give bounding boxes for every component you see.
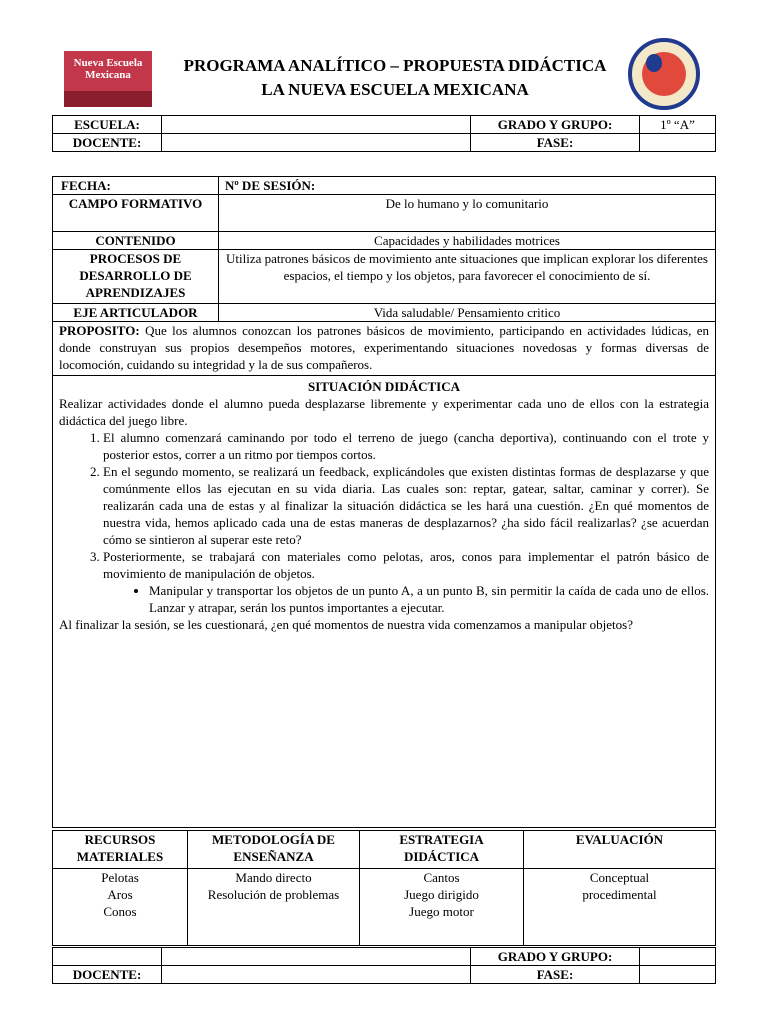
situacion-steps — [59, 429, 709, 582]
situacion-step-3: 3. Posteriormente, se trabajará con materiales como pelotas, aros, conos para implementar el patrón básico de movimiento de manipulación de objetos. — [103, 548, 709, 582]
estrategia-item: Cantos — [423, 870, 460, 885]
plan-table — [52, 176, 716, 828]
resources-table — [52, 830, 716, 946]
footer-fase-label: FASE: — [471, 966, 640, 984]
evaluacion-item: Conceptual — [589, 870, 650, 885]
docente-label: DOCENTE: — [53, 134, 162, 152]
footer-empty-cell — [162, 948, 471, 966]
proposito-cell — [53, 322, 716, 376]
evaluacion-item: procedimental — [582, 887, 657, 902]
situacion-closing: Al finalizar la sesión, se les cuestionará, ¿en qué momentos de nuestra vida comenzamos a manipular objetos? — [59, 617, 633, 632]
procesos-value: Utiliza patrones básicos de movimiento ante situaciones que implican explorar los diferentes espacios, el tiempo y los objetos, para favorecer el conocimiento de sí. — [219, 250, 716, 304]
metodologia-item: Mando directo — [235, 870, 312, 885]
estrategia-cell — [360, 869, 524, 946]
nueva-escuela-mexicana-logo — [64, 51, 152, 107]
page-title-line1: PROGRAMA ANALÍTICO – PROPUESTA DIDÁCTICA — [183, 56, 607, 75]
material-item: Aros — [107, 887, 133, 902]
info-table — [52, 115, 716, 152]
situacion-didactica-cell — [53, 376, 716, 828]
footer-table — [52, 947, 716, 984]
footer-empty-cell — [53, 948, 162, 966]
fase-label: FASE: — [471, 134, 640, 152]
situacion-bullets — [59, 582, 709, 616]
estrategia-item: Juego motor — [409, 904, 474, 919]
escuela-field[interactable] — [162, 116, 471, 134]
footer-grado-field[interactable] — [640, 948, 716, 966]
material-item: Conos — [103, 904, 137, 919]
footer-grado-label: GRADO Y GRUPO: — [471, 948, 640, 966]
page-title-line2: LA NUEVA ESCUELA MEXICANA — [261, 80, 529, 99]
situacion-step-1: 1. El alumno comenzará caminando por todo el terreno de juego (cancha deportiva), continuando con el trote y posterior estos, correr a un ritmo por tiempos cortos. — [103, 429, 709, 463]
eje-value: Vida saludable/ Pensamiento critico — [219, 304, 716, 322]
campo-value: De lo humano y lo comunitario — [219, 195, 716, 232]
escuela-label: ESCUELA: — [53, 116, 162, 134]
situacion-bullet: • Manipular y transportar los objetos de un punto A, a un punto B, sin permitir la caída de cada uno de ellos. Lanzar y atrapar, serán los puntos importantes a ejecutar. — [149, 582, 709, 616]
proposito-label: PROPOSITO: — [59, 323, 140, 338]
recursos-header: RECURSOS MATERIALES — [53, 831, 188, 869]
situacion-title: SITUACIÓN DIDÁCTICA — [307, 379, 461, 394]
estrategia-header: ESTRATEGIA DIDÁCTICA — [360, 831, 524, 869]
materiales-cell — [53, 869, 188, 946]
contenido-value: Capacidades y habilidades motrices — [219, 232, 716, 250]
material-item: Pelotas — [101, 870, 139, 885]
situacion-step-2: 2. En el segundo momento, se realizará un feedback, explicándoles que existen distintas formas de desplazarse y que comúnmente ellos las ejecutan en su vida diaria. Las cuales son: reptar, gatear, saltar, caminar y correr). Se realizarán cada una de estas y al finalizar la situación didáctica se les hará una cuestión. ¿En qué momentos de nuestra vida, hemos aplicado cada una de estas maneras de desplazarnos? ¿ha sido fácil realizarlas? ¿se acuerdan cómo se sintieron al superar este reto? — [103, 463, 709, 548]
proposito-text: Que los alumnos conozcan los patrones básicos de movimiento, participando en actividades lúdicas, en donde construyan sus propios desempeños motores, experimentando situaciones novedosas y formas diversas de locomoción, cuidando su integridad y la de sus compañeros. — [59, 323, 709, 372]
metodologia-cell — [188, 869, 360, 946]
sesion-label: Nº DE SESIÓN: — [219, 177, 716, 195]
metodologia-item: Resolución de problemas — [207, 887, 340, 902]
fecha-label: FECHA: — [53, 177, 219, 195]
metodologia-header: METODOLOGÍA DE ENSEÑANZA — [188, 831, 360, 869]
contenido-label: CONTENIDO — [53, 232, 219, 250]
footer-fase-field[interactable] — [640, 966, 716, 984]
docente-field[interactable] — [162, 134, 471, 152]
seal-figure — [646, 54, 662, 72]
evaluacion-header: EVALUACIÓN — [524, 831, 716, 869]
campo-label: CAMPO FORMATIVO — [53, 195, 219, 232]
logo-left-stripe — [64, 91, 152, 107]
logo-left-line2: Mexicana — [85, 69, 131, 81]
fase-field[interactable] — [640, 134, 716, 152]
eje-label: EJE ARTICULADOR — [53, 304, 219, 322]
footer-docente-field[interactable] — [162, 966, 471, 984]
procesos-label: PROCESOS DE DESARROLLO DE APRENDIZAJES — [53, 250, 219, 304]
grado-field[interactable]: 1º “A” — [640, 116, 716, 134]
logo-left-line1: Nueva Escuela — [73, 57, 143, 69]
estrategia-item: Juego dirigido — [404, 887, 479, 902]
evaluacion-cell — [524, 869, 716, 946]
grado-label: GRADO Y GRUPO: — [471, 116, 640, 134]
footer-docente-label: DOCENTE: — [53, 966, 162, 984]
situacion-intro: Realizar actividades donde el alumno pueda desplazarse libremente y experimentar cada uno de ellos con la estrategia didáctica del juego libre. — [59, 396, 709, 428]
